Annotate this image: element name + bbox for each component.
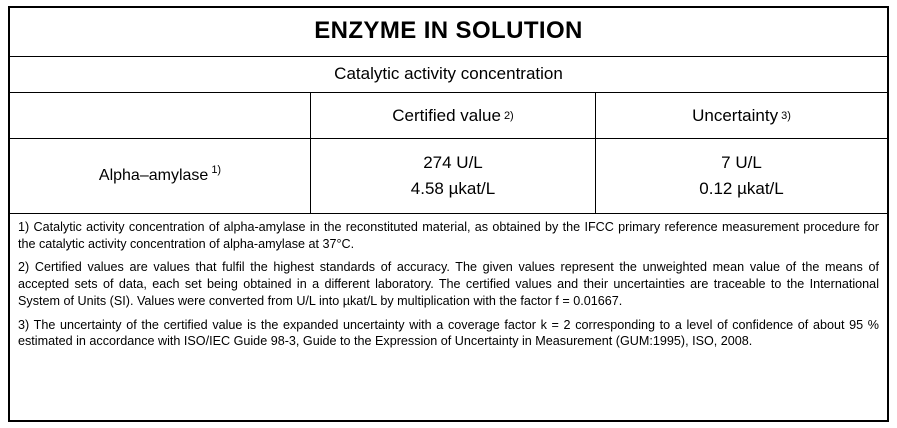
table-row bbox=[10, 139, 887, 214]
header-uncertainty-text: Uncertainty bbox=[692, 105, 779, 125]
footnote-3: 3) The uncertainty of the certified value is the expanded uncertainty with a coverage factor k = 2 corresponding to a level of confidence of about 95 % estimated in accordance with ISO/IEC Guide 98-3, Guide to the Expression of Uncertainty in Measurement (GUM:1995), ISO, 2008. bbox=[18, 317, 879, 349]
header-certified-value-label: Certified value 2) bbox=[392, 105, 514, 125]
analyte-name-line bbox=[99, 164, 221, 189]
certificate-table bbox=[8, 6, 889, 422]
table-title-row bbox=[10, 8, 887, 57]
header-certified-value-text: Certified value bbox=[392, 105, 501, 125]
cell-uncertainty bbox=[595, 139, 887, 213]
table-subtitle-row bbox=[10, 57, 887, 93]
uncertainty-primary: 7 U/L bbox=[721, 152, 762, 172]
header-cell-uncertainty bbox=[595, 93, 887, 138]
header-uncertainty-label: Uncertainty 3) bbox=[692, 105, 791, 125]
footnote-1: 1) Catalytic activity concentration of alpha-amylase in the reconstituted material, as obtained by the IFCC primary reference measurement procedure for the catalytic activity concentration of alpha-amylase at 37°C. bbox=[18, 220, 879, 251]
header-cell-analyte bbox=[10, 93, 310, 138]
table-subtitle: Catalytic activity concentration bbox=[334, 64, 563, 83]
table-header-row bbox=[10, 93, 887, 139]
header-analyte-label bbox=[10, 93, 310, 138]
analyte-footnote-ref: 1) bbox=[211, 164, 222, 177]
analyte-name bbox=[10, 139, 310, 213]
uncertainty-secondary: 0.12 µkat/L bbox=[699, 179, 784, 198]
footnotes-section bbox=[10, 214, 887, 420]
footnote-2: 2) Certified values are values that fulfil the highest standards of accuracy. The given values represent the unweighted mean value of the means of accepted sets of data, each set being obtained in a different laboratory. The certified values and their uncertainties are traceable to the International System of Units (SI). Values were converted from U/L into µkat/L by multiplication with the factor f = 0.01667. bbox=[18, 260, 879, 308]
cell-analyte bbox=[10, 139, 310, 213]
uncertainty-block bbox=[596, 139, 887, 213]
page-title: ENZYME IN SOLUTION bbox=[314, 17, 583, 44]
certified-value-secondary: 4.58 µkat/L bbox=[410, 179, 496, 198]
certified-value-block bbox=[311, 139, 595, 213]
analyte-name-text: Alpha–amylase bbox=[98, 166, 209, 184]
header-cell-certified-value bbox=[310, 93, 595, 138]
cell-certified-value bbox=[310, 139, 595, 213]
certified-value-primary: 274 U/L bbox=[423, 152, 483, 172]
